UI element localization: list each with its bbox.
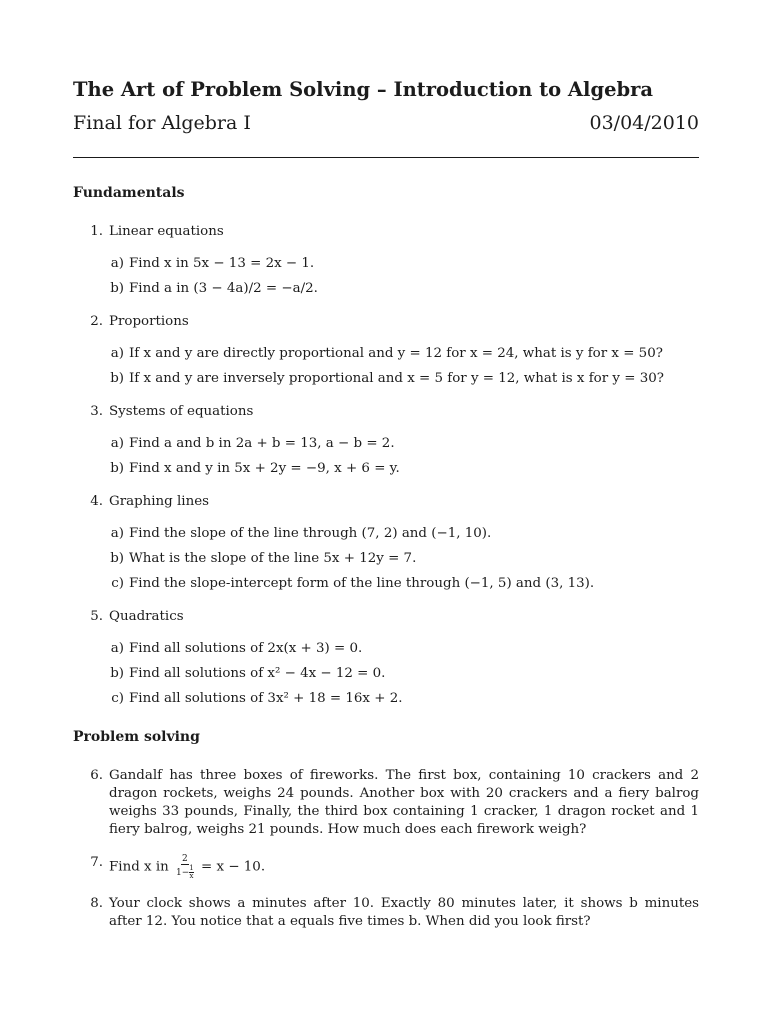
inner-denominator: x bbox=[189, 872, 194, 880]
subquestion-label: a) bbox=[110, 641, 124, 656]
subquestion-text: Find x in 5x − 13 = 2x − 1. bbox=[129, 256, 315, 271]
question-5 bbox=[73, 608, 699, 626]
question-number: 1. bbox=[90, 224, 103, 239]
question-text bbox=[109, 854, 699, 880]
subquestion-text: What is the slope of the line 5x + 12y = 7. bbox=[129, 551, 417, 566]
question-text: Systems of equations bbox=[109, 404, 254, 419]
subquestion-text: Find all solutions of 3x² + 18 = 16x + 2. bbox=[129, 691, 403, 706]
subquestion-text: Find a and b in 2a + b = 13, a − b = 2. bbox=[129, 436, 395, 451]
subquestion-4a bbox=[73, 525, 699, 543]
subquestion-5c bbox=[73, 690, 699, 708]
denominator-prefix: 1− bbox=[176, 868, 190, 878]
question-number: 7. bbox=[90, 855, 103, 870]
subquestion-1a bbox=[73, 255, 699, 273]
header-divider bbox=[73, 157, 699, 158]
exam-page bbox=[73, 76, 699, 931]
question-1 bbox=[73, 223, 699, 241]
question-7 bbox=[73, 854, 699, 880]
exam-date: 03/04/2010 bbox=[589, 112, 699, 134]
subquestion-text: Find a in (3 − 4a)/2 = −a/2. bbox=[129, 281, 318, 296]
question-number: 3. bbox=[90, 404, 103, 419]
subquestion-label: b) bbox=[110, 281, 124, 296]
exam-subtitle: Final for Algebra I bbox=[73, 112, 251, 134]
subquestion-2b bbox=[73, 370, 699, 388]
subquestion-5b bbox=[73, 665, 699, 683]
subquestion-label: c) bbox=[111, 691, 124, 706]
subquestion-3b bbox=[73, 460, 699, 478]
inner-numerator: 1 bbox=[189, 864, 194, 872]
subquestion-text: Find all solutions of x² − 4x − 12 = 0. bbox=[129, 666, 386, 681]
subquestion-label: a) bbox=[110, 346, 124, 361]
question-2 bbox=[73, 313, 699, 331]
subquestion-text: If x and y are inversely proportional and x = 5 for y = 12, what is x for y = 30? bbox=[129, 371, 664, 386]
fraction-numerator: 2 bbox=[182, 854, 188, 864]
subquestion-label: a) bbox=[110, 436, 124, 451]
subquestion-4c bbox=[73, 575, 699, 593]
question-number: 5. bbox=[90, 609, 103, 624]
question-text-part: Find x in bbox=[109, 859, 169, 875]
fraction-expression bbox=[175, 854, 195, 880]
question-text: Graphing lines bbox=[109, 494, 209, 509]
question-3 bbox=[73, 403, 699, 421]
question-number: 8. bbox=[90, 896, 103, 911]
question-text: Quadratics bbox=[109, 609, 184, 624]
subquestion-text: If x and y are directly proportional and y = 12 for x = 24, what is y for x = 50? bbox=[129, 346, 663, 361]
question-text: Linear equations bbox=[109, 224, 224, 239]
question-text: Proportions bbox=[109, 314, 189, 329]
subquestion-label: b) bbox=[110, 371, 124, 386]
subquestion-3a bbox=[73, 435, 699, 453]
section-title-problem-solving: Problem solving bbox=[73, 729, 200, 745]
subtitle-row bbox=[73, 108, 699, 138]
question-4 bbox=[73, 493, 699, 511]
subquestion-text: Find the slope-intercept form of the line through (−1, 5) and (3, 13). bbox=[129, 576, 595, 591]
subquestion-label: b) bbox=[110, 551, 124, 566]
document-title: The Art of Problem Solving – Introduction to Algebra bbox=[73, 78, 654, 101]
subquestion-label: c) bbox=[111, 576, 124, 591]
subquestion-5a bbox=[73, 640, 699, 658]
question-number: 4. bbox=[90, 494, 103, 509]
subquestion-label: a) bbox=[110, 256, 124, 271]
subquestion-text: Find the slope of the line through (7, 2) and (−1, 10). bbox=[129, 526, 492, 541]
question-number: 2. bbox=[90, 314, 103, 329]
inner-fraction bbox=[189, 865, 193, 880]
subquestion-2a bbox=[73, 345, 699, 363]
subquestion-label: b) bbox=[110, 461, 124, 476]
question-6 bbox=[73, 767, 699, 839]
question-text-part: = x − 10. bbox=[201, 859, 266, 875]
subquestion-text: Find all solutions of 2x(x + 3) = 0. bbox=[129, 641, 363, 656]
question-text: Gandalf has three boxes of fireworks. The first box, containing 10 crackers and 2 dragon rockets, weighs 24 pounds. Another box with 20 crackers and a fiery balrog weighs 33 pounds, Finally, the third box containing 1 cracker, 1 dragon rocket and 1 fiery balrog, weighs 21 pounds. How much does each firework weigh? bbox=[109, 768, 699, 837]
subquestion-label: a) bbox=[110, 526, 124, 541]
subquestion-1b bbox=[73, 280, 699, 298]
question-text: Your clock shows a minutes after 10. Exactly 80 minutes later, it shows b minutes after 12. You notice that a equals five times b. When did you look first? bbox=[109, 896, 699, 929]
subquestion-4b bbox=[73, 550, 699, 568]
question-number: 6. bbox=[90, 768, 103, 783]
section-title-fundamentals: Fundamentals bbox=[73, 185, 185, 201]
subquestion-label: b) bbox=[110, 666, 124, 681]
fraction-denominator bbox=[175, 865, 195, 880]
question-8 bbox=[73, 895, 699, 931]
subquestion-text: Find x and y in 5x + 2y = −9, x + 6 = y. bbox=[129, 461, 400, 476]
